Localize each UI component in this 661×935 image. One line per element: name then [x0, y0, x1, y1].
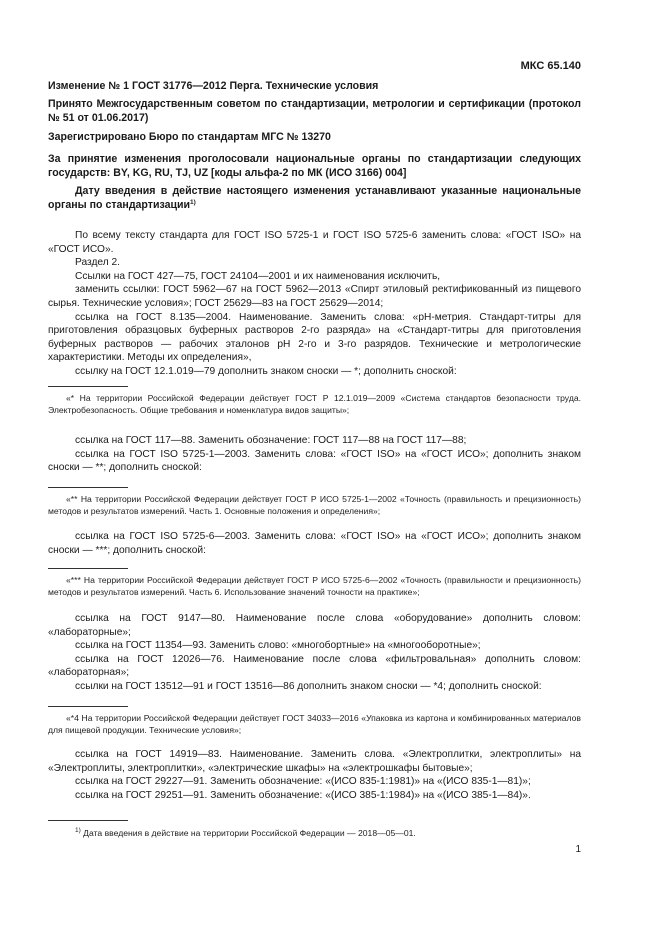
body-block-1 — [48, 229, 581, 379]
body-para: заменить ссылки: ГОСТ 5962—67 на ГОСТ 5962—2013 «Спирт этиловый ректификованный из пищевого сырья. Технические условия»; ГОСТ 25629—83 на ГОСТ 25629—2014; — [48, 284, 581, 309]
body-block-2 — [48, 434, 581, 475]
footnote-ref: 1) — [190, 198, 196, 206]
body-para: ссылка на ГОСТ 9147—80. Наименование после слова «оборудование» дополнить словом: «лабораторные»; — [48, 613, 581, 638]
body-para: ссылка на ГОСТ 8.135—2004. Наименование. Заменить слова: «pH-метрия. Стандарт-титры для приготовления образцовых буферных растворов 2-го разряда» на «Стандарт-титры для приготовления буферных растворов — рабочих эталонов pH 2-го и 3-го разрядов. Технические и метрологические характеристики. Методы их определения», — [48, 311, 581, 364]
inline-footnote: «** На территории Российской Федерации действует ГОСТ Р ИСО 5725-1—2002 «Точность (правильность и прецизионность) методов и результатов измерений. Часть 1. Основные положения и определения»; — [48, 494, 581, 516]
body-para: ссылка на ГОСТ 29227—91. Заменить обозначение: «(ИСО 835-1:1981)» на «(ИСО 835-1—81)»; — [75, 776, 531, 788]
body-para: По всему тексту стандарта для ГОСТ ISO 5725-1 и ГОСТ ISO 5725-6 заменить слова: «ГОСТ ISO» на «ГОСТ ИСО». — [48, 230, 581, 255]
page-footnote: $^{1)}$ Дата введения в действие на территории Российской Федерации — 2018—05—01. — [75, 827, 416, 838]
body-para: ссылка на ГОСТ 12026—76. Наименование после слова «фильтровальная» дополнить словом: «лабораторная»; — [48, 653, 581, 679]
body-para: ссылка на ГОСТ 11354—93. Заменить слово: «многобортные» на «многооборотные»; — [75, 640, 481, 652]
footnote-rule — [48, 568, 128, 569]
inline-footnote: «*** На территории Российской Федерации действует ГОСТ Р ИСО 5725-6—2002 «Точность (правильности и прецизионность) методов и результатов измерений. Часть 6. Использование значений точности на практике»; — [48, 575, 581, 597]
footnote-rule — [48, 706, 128, 707]
body-para: ссылка на ГОСТ ISO 5725-6—2003. Заменить слова: «ГОСТ ISO» на «ГОСТ ИСО»; дополнить знаком сноски — ***; дополнить сноской: — [48, 531, 581, 556]
registered-text: Зарегистрировано Бюро по стандартам МГС № 13270 — [48, 131, 331, 143]
footnote-rule — [48, 820, 128, 821]
footnote-block-3 — [48, 568, 581, 598]
page-footnote-block — [48, 820, 581, 839]
footnote-block-4 — [48, 706, 581, 736]
footnote-rule — [48, 487, 128, 488]
footnote-block-2 — [48, 487, 581, 517]
classifier-code: МКС 65.140 — [520, 60, 581, 72]
body-para: ссылка на ГОСТ 14919—83. Наименование. Заменить слова. «Электроплитки, электроплиты» на «Электроплиты, электроплитки», «электрические шкафы» на «электрошкафы бытовые»; — [48, 749, 581, 774]
page-number: 1 — [575, 844, 581, 855]
body-para: ссылки на ГОСТ 13512—91 и ГОСТ 13516—86 дополнить знаком сноски — *4; дополнить сноской: — [75, 680, 542, 692]
footnote-rule — [48, 386, 128, 387]
registered-block — [48, 131, 581, 145]
intro-date-text: Дату введения в действие настоящего изменения устанавливают указанные национальные органы по стандартизации$^{1)}$ — [48, 185, 581, 211]
inline-footnote: «* На территории Российской Федерации действует ГОСТ Р 12.1.019—2009 «Система стандартов безопасности труда. Электробезопасность. Общие требования и номенклатура видов защиты»; — [48, 393, 581, 415]
body-para: ссылка на ГОСТ 117—88. Заменить обозначение: ГОСТ 117—88 на ГОСТ 117—88; — [75, 435, 467, 446]
body-para: ссылка на ГОСТ ISO 5725-1—2003. Заменить слова: «ГОСТ ISO» на «ГОСТ ИСО»; дополнить знаком сноски — **; дополнить сноской: — [48, 448, 581, 474]
body-para: ссылку на ГОСТ 12.1.019—79 дополнить знаком сноски — *; дополнить сноской: — [75, 365, 457, 377]
voted-block — [48, 153, 581, 180]
inline-footnote: «*4 На территории Российской Федерации действует ГОСТ 34033—2016 «Упаковка из картона и комбинированных материалов для пищевой продукции. Технические условия»; — [48, 713, 581, 735]
doc-title-block — [48, 80, 581, 94]
body-block-4 — [48, 612, 581, 694]
body-para: Ссылки на ГОСТ 427—75, ГОСТ 24104—2001 и их наименования исключить, — [75, 270, 441, 282]
body-para: ссылка на ГОСТ 29251—91. Заменить обозначение: «(ИСО 385-1:1984)» на «(ИСО 385-1—84)». — [75, 789, 531, 801]
footnote-block-1 — [48, 386, 581, 416]
body-block-5 — [48, 748, 581, 802]
body-block-3 — [48, 530, 581, 557]
adopted-block — [48, 98, 581, 125]
intro-date-block — [48, 185, 581, 212]
body-para: Раздел 2. — [75, 257, 120, 269]
voted-text: За принятие изменения проголосовали национальные органы по стандартизации следующих государств: BY, KG, RU, TJ, UZ [коды альфа-2 по МК (ИСО 3166) 004] — [48, 153, 581, 179]
adopted-text: Принято Межгосударственным советом по стандартизации, метрологии и сертификации (протокол № 51 от 01.06.2017) — [48, 98, 581, 124]
doc-title: Изменение № 1 ГОСТ 31776—2012 Перга. Технические условия — [48, 80, 379, 92]
